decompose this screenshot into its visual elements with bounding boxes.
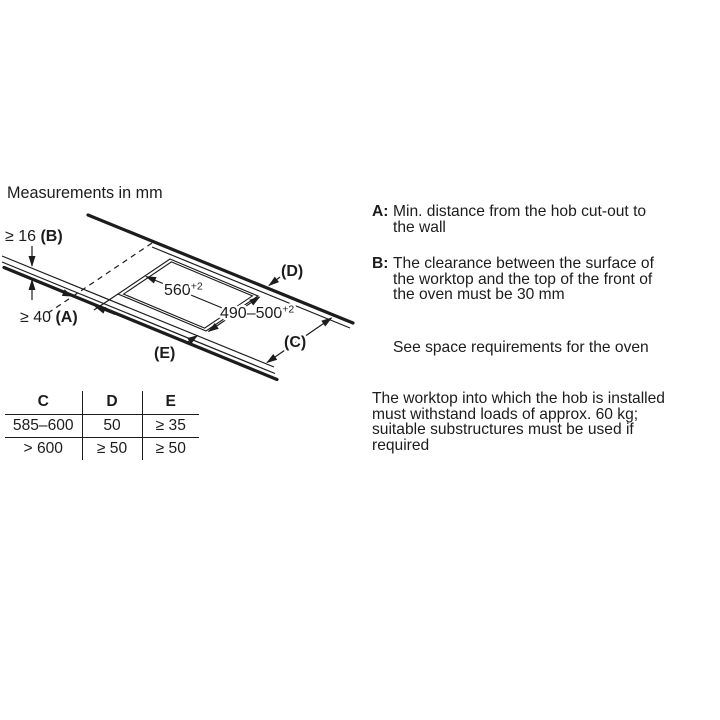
e-label: (E) <box>154 345 176 362</box>
table-header-row <box>5 391 199 414</box>
table-row <box>5 437 199 460</box>
note-load-body <box>372 391 665 453</box>
d-label: (D) <box>281 263 304 280</box>
note-line: the oven must be 30 mm <box>393 286 565 303</box>
col-header-d: D <box>82 391 142 414</box>
note-line: Min. distance from the hob cut-out to <box>393 203 647 220</box>
note-b <box>372 256 654 303</box>
cell-e2: ≥ 50 <box>155 439 186 457</box>
table-row <box>5 414 199 437</box>
note-load <box>372 391 665 453</box>
note-line: suitable substructures must be used if <box>372 421 634 438</box>
side-wall-dashed-line <box>45 243 152 315</box>
cell-d1: 50 <box>82 414 142 437</box>
note-b-key: B: <box>372 255 389 272</box>
b-dim-label: ≥ 16 (B) <box>5 228 63 245</box>
note-line: The worktop into which the hob is installed <box>372 390 665 407</box>
cell-d2: ≥ 50 <box>82 437 142 460</box>
c-label: (C) <box>284 334 307 351</box>
note-line: the worktop and the top of the front of <box>393 270 653 288</box>
note-line: must withstand loads of approx. 60 kg; <box>372 405 639 423</box>
note-line: The clearance between the surface of <box>393 255 654 272</box>
cell-c2: > 600 <box>5 437 82 460</box>
cutout-width-label: $560^{+2}$ <box>164 280 203 299</box>
col-header-c: C <box>5 391 82 414</box>
note-b-body <box>393 256 654 303</box>
note-line: required <box>372 436 430 454</box>
note-see-space: See space requirements for the oven <box>393 339 649 356</box>
cell-c1: 585–600 <box>5 414 82 437</box>
dimension-c <box>267 318 332 363</box>
cell-e1: ≥ 35 <box>142 414 199 437</box>
note-a <box>372 204 646 235</box>
cutout-depth-label: $490-500^{+2}$ <box>220 303 295 322</box>
a-dim-label: ≥ 40 (A) <box>20 309 78 326</box>
col-header-e: E <box>142 391 199 414</box>
leader-d <box>269 263 303 286</box>
page-title: Measurements in mm <box>7 184 163 202</box>
note-a-key: A: <box>372 203 389 220</box>
note-line: the wall <box>393 218 446 236</box>
note-a-body <box>393 204 646 235</box>
dimension-table <box>5 391 199 460</box>
